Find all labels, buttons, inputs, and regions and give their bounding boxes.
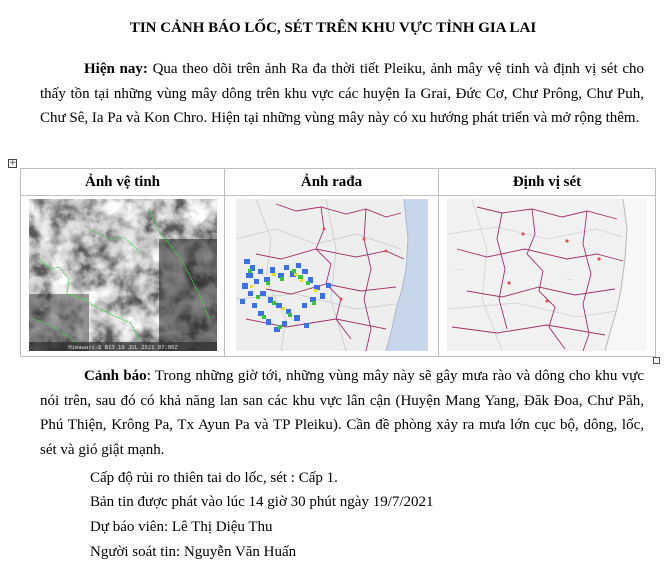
current-label: Hiện nay: xyxy=(84,61,148,77)
header-satellite: Ảnh vệ tinh xyxy=(21,169,225,196)
warning-text: : Trong những giờ tới, những vùng mây này sẽ gây mưa rào và dông cho khu vực nói trên, sau đó có khả năng lan san các khu vực lân cận (Huyện Mang Yang, Đăk Đoa, Chư Păh, Phú Thiện, Krông Pa, Tx Ayun Pa và TP Pleiku). Cần đề phòng xảy ra mưa lớn cục bộ, dông, lốc, sét và gió giật mạnh. xyxy=(40,368,645,458)
resize-square-icon[interactable] xyxy=(653,357,660,364)
radar-cell xyxy=(225,196,439,357)
document-title: TIN CẢNH BÁO LỐC, SÉT TRÊN KHU VỰC TỈNH GIA LAI xyxy=(129,20,537,36)
warning-label: Cảnh báo xyxy=(84,368,147,384)
current-paragraph xyxy=(40,57,644,131)
lightning-map-image xyxy=(447,199,647,351)
issued-time-line: Bản tin được phát vào lúc 14 giờ 30 phút ngày 19/7/2021 xyxy=(90,494,434,510)
reviewer-line: Người soát tin: Nguyễn Văn Huấn xyxy=(90,544,297,560)
satellite-image xyxy=(29,199,217,351)
risk-level-line: Cấp độ rủi ro thiên tai do lốc, sét : Cấp 1. xyxy=(90,470,338,486)
satellite-caption: Himawari-8 B13 19 JUL 2021 07:00Z xyxy=(67,345,178,351)
header-lightning: Định vị sét xyxy=(439,169,656,196)
lightning-cell xyxy=(439,196,656,357)
warning-paragraph xyxy=(40,364,644,462)
header-radar: Ảnh rađa xyxy=(225,169,439,196)
move-cross-icon[interactable]: + xyxy=(9,158,17,168)
satellite-cell xyxy=(21,196,225,357)
svg-text:······: ······ xyxy=(455,267,463,272)
radar-image xyxy=(236,199,428,351)
svg-text:·····: ····· xyxy=(567,277,574,282)
image-table xyxy=(20,168,656,357)
forecaster-line: Dự báo viên: Lê Thị Diệu Thu xyxy=(90,519,273,535)
current-text: Qua theo dõi trên ảnh Ra đa thời tiết Pleiku, ảnh mây vệ tinh và định vị sét cho thấy tồn tại những vùng mây dông trên khu vực các huyện Ia Grai, Đức Cơ, Chư Prông, Chư Puh, Chư Sê, Ia Pa và Kon Chro. Hiện tại những vùng mây này có xu hướng phát triển và mở rộng thêm. xyxy=(40,61,644,126)
